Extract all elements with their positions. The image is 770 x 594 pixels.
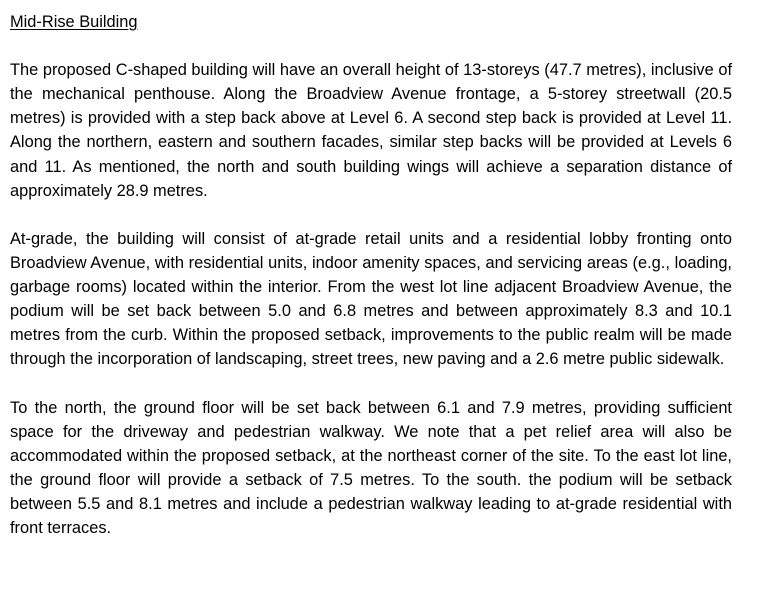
section-heading: Mid-Rise Building [10,13,138,31]
paragraph-at-grade: At-grade, the building will consist of at-grade retail units and a residential lobby fronting onto Broadview Avenue, with residential units, indoor amenity spaces, and servicing areas (e.g., loading, garbage rooms) located within the interior. From the west lot line adjacent Broadview Avenue, the podium will be set back between 5.0 and 6.8 metres and between approximately 8.3 and 10.1 metres from the curb. Within the proposed setback, improvements to the public realm will be made through the incorporation of landscaping, street trees, new paving and a 2.6 metre public sidewalk. [10,229,732,369]
document-page [10,10,732,540]
paragraph-building-height: The proposed C-shaped building will have an overall height of 13-storeys (47.7 metres), inclusive of the mechanical penthouse. Along the Broadview Avenue frontage, a 5-storey streetwall (20.5 metres) is provided with a step back above at Level 6. A second step back is provided at Level 11. Along the northern, eastern and southern facades, similar step backs will be provided at Levels 6 and 11. As mentioned, the north and south building wings will achieve a separation distance of approximately 28.9 metres. [10,61,732,200]
paragraph-setbacks: To the north, the ground floor will be set back between 6.1 and 7.9 metres, providing sufficient space for the driveway and pedestrian walkway. We note that a pet relief area will also be accommodated within the proposed setback, at the northeast corner of the site. To the east lot line, the ground floor will provide a setback of 7.5 metres. To the south. the podium will be setback between 5.5 and 8.1 metres and include a pedestrian walkway leading to at-grade residential with front terraces. [10,398,732,537]
